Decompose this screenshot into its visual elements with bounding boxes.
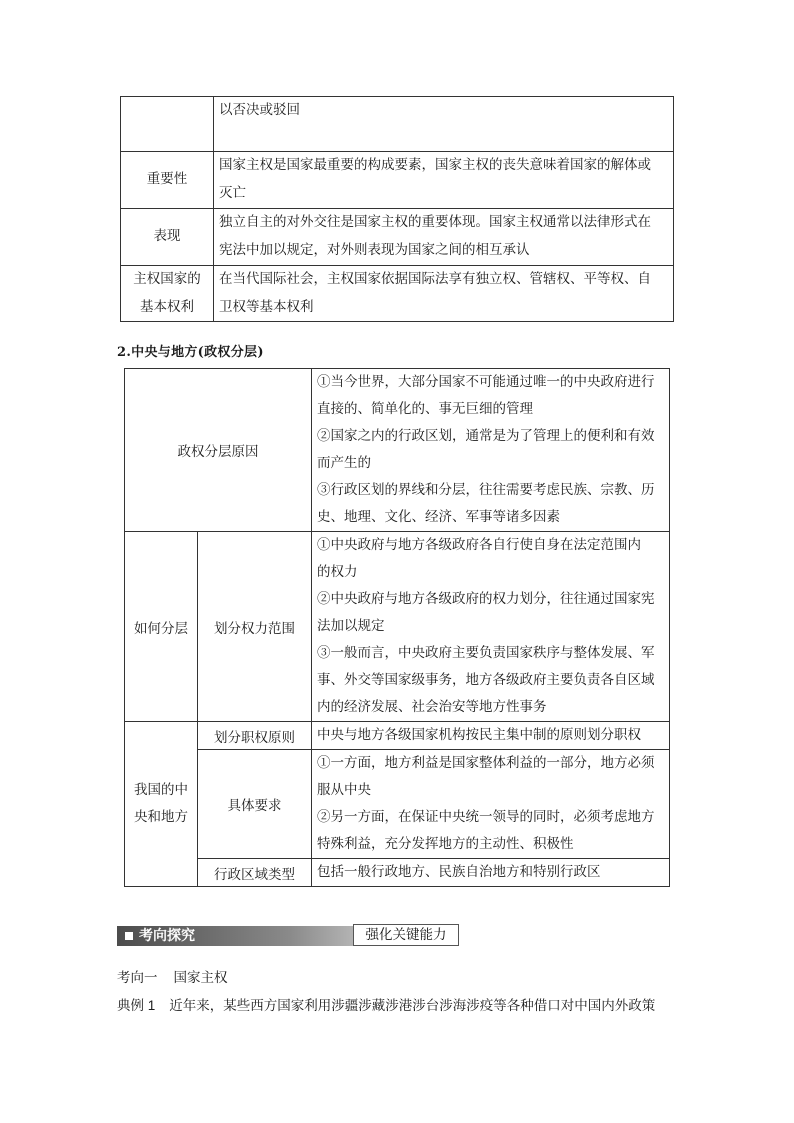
content-line: 服从中央 (317, 782, 371, 798)
scope-content-cell (312, 532, 670, 722)
banner-subtitle: 强化关键能力 (353, 924, 459, 946)
row-content-line: 在当代国际社会，主权国家依据国际法享有独立权、管辖权、平等权、自 (219, 271, 651, 287)
row-label-line: 表现 (153, 228, 181, 245)
central-local-table (124, 368, 670, 887)
china-label-line: 央和地方 (134, 809, 188, 825)
row-label-cell (121, 152, 214, 209)
principle-label-cell (198, 722, 312, 750)
content-line: 而产生的 (317, 455, 371, 471)
table-row (125, 722, 670, 750)
type-label: 行政区域类型 (214, 866, 295, 883)
row-label-cell (121, 209, 214, 266)
table-row (125, 532, 670, 722)
reason-label: 政权分层原因 (177, 444, 259, 460)
row-content-line: 卫权等基本权利 (219, 298, 314, 315)
row-content-line: 独立自主的对外交往是国家主权的重要体现。国家主权通常以法律形式在 (219, 214, 651, 230)
reason-label-cell (125, 369, 312, 532)
sovereignty-table (120, 96, 674, 322)
content-line: 事、外交等国家级事务，地方各级政府主要负责各自区域 (317, 672, 655, 688)
direction-title: 国家主权 (173, 970, 228, 986)
example-paragraph (117, 994, 655, 1014)
content-line: 的权力 (317, 564, 358, 580)
row-content-line: 宪法中加以规定，对外则表现为国家之间的相互承认 (219, 241, 530, 258)
row-label-line: 基本权利 (140, 298, 194, 315)
principle-content-cell (312, 722, 670, 750)
content-line: 法加以规定 (317, 618, 385, 634)
banner-title: 考向探究 (139, 928, 195, 944)
example-text: 近年来，某些西方国家利用涉疆涉藏涉港涉台涉海涉疫等各种借口对中国内外政策 (169, 998, 656, 1014)
row-label-cell (121, 97, 214, 152)
row-content-line: 国家主权是国家最重要的构成要素，国家主权的丧失意味着国家的解体或 (219, 157, 651, 173)
direction-label: 考向一 (117, 970, 158, 986)
scope-label: 划分权力范围 (214, 620, 295, 637)
principle-label: 划分职权原则 (214, 729, 295, 746)
content-line: ③行政区划的界线和分层，往往需要考虑民族、宗教、历 (317, 482, 655, 498)
section-title-central-local: 2.中央与地方(政权分层) (117, 345, 264, 360)
content-line: ②国家之内的行政区划，通常是为了管理上的便利和有效 (317, 428, 655, 444)
section-banner (117, 924, 447, 950)
table-row (121, 209, 674, 266)
row-content-cell (214, 209, 674, 266)
reason-content-cell (312, 369, 670, 532)
square-bullet-icon (125, 932, 133, 940)
type-content-cell (312, 859, 670, 887)
req-label: 具体要求 (227, 798, 282, 814)
china-label-line: 我国的中 (134, 782, 188, 798)
content-line: 直接的、简单化的、事无巨细的管理 (317, 401, 533, 417)
table-row (121, 152, 674, 209)
content-line: ③一般而言，中央政府主要负责国家秩序与整体发展、军 (317, 645, 655, 661)
table-row (125, 750, 670, 859)
row-content-line: 灭亡 (219, 184, 246, 201)
table-row (121, 97, 674, 152)
table-row (125, 369, 670, 532)
china-label-cell (125, 722, 198, 887)
content-line: ①中央政府与地方各级政府各自行使自身在法定范围内 (317, 537, 641, 553)
content-line: 内的经济发展、社会治安等地方性事务 (317, 699, 547, 715)
principle-text: 中央与地方各级国家机构按民主集中制的原则划分职权 (317, 727, 641, 743)
content-line: 史、地理、文化、经济、军事等诸多因素 (317, 509, 560, 525)
content-line: ②中央政府与地方各级政府的权力划分，往往通过国家宪 (317, 591, 655, 607)
row-content-cell (214, 152, 674, 209)
table-row (121, 266, 674, 322)
req-content-cell (312, 750, 670, 859)
table-row (125, 859, 670, 887)
how-label-cell (125, 532, 198, 722)
row-label-cell (121, 266, 214, 322)
type-text: 包括一般行政地方、民族自治地方和特别行政区 (317, 864, 601, 880)
row-label-line: 重要性 (146, 171, 188, 188)
row-label-line: 主权国家的 (133, 271, 201, 287)
row-content-cell (214, 266, 674, 322)
row-content-line: 以否决或驳回 (219, 102, 300, 118)
type-label-cell (198, 859, 312, 887)
req-label-cell (198, 750, 312, 859)
content-line: ①一方面，地方利益是国家整体利益的一部分，地方必须 (317, 755, 655, 771)
scope-label-cell (198, 532, 312, 722)
content-line: ②另一方面，在保证中央统一领导的同时，必须考虑地方 (317, 809, 655, 825)
example-label: 典例 1 (117, 998, 156, 1013)
how-label: 如何分层 (134, 620, 188, 637)
content-line: 特殊利益，充分发挥地方的主动性、积极性 (317, 836, 574, 852)
direction-heading (117, 966, 228, 986)
content-line: ①当今世界，大部分国家不可能通过唯一的中央政府进行 (317, 374, 655, 390)
row-content-cell (214, 97, 674, 152)
